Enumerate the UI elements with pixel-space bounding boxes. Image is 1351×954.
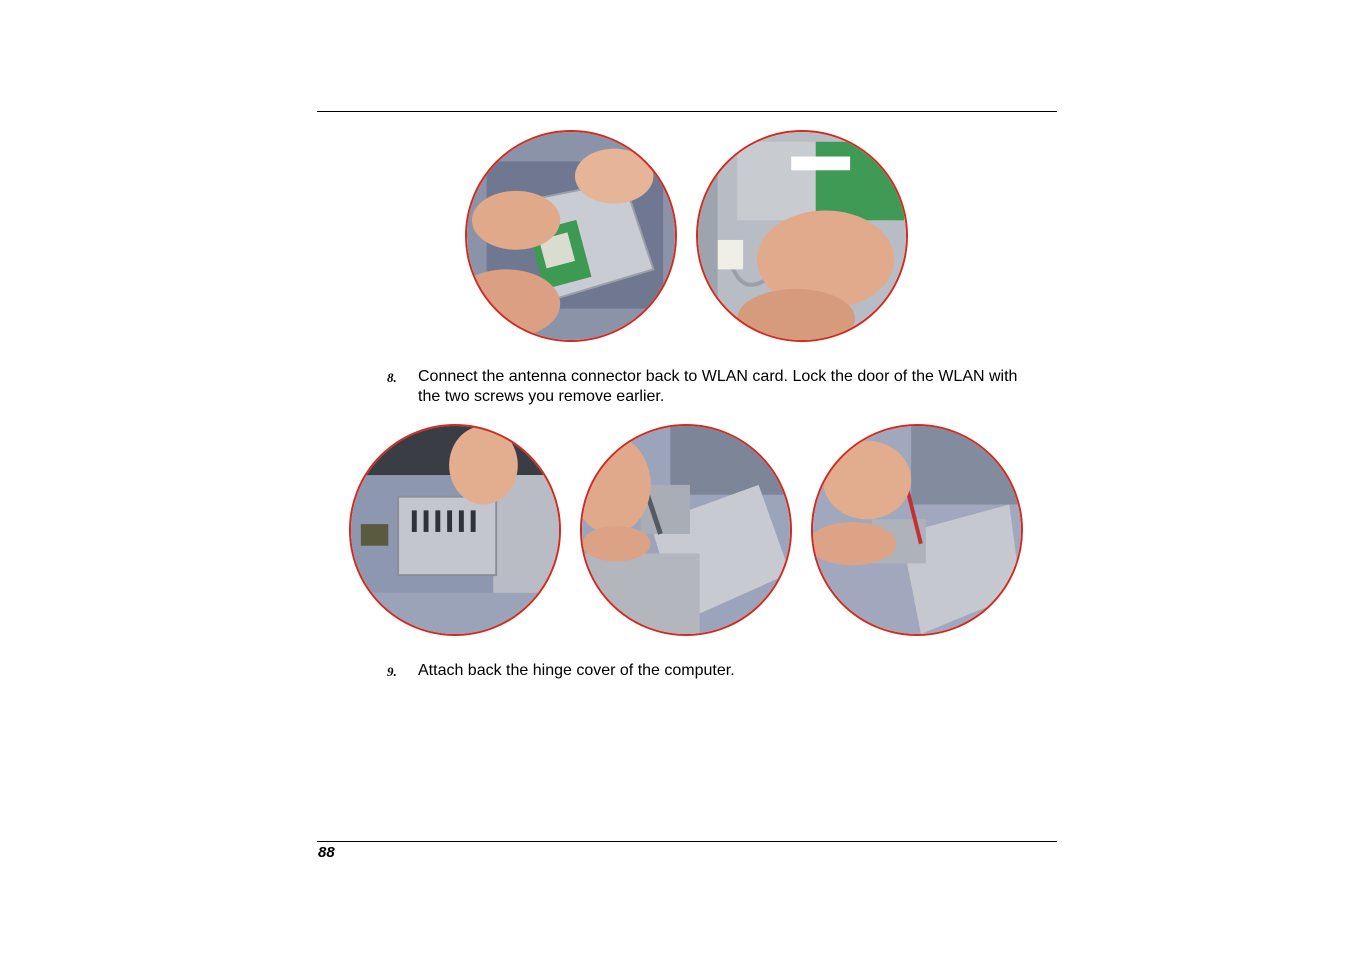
photo-connect-antenna [696, 130, 908, 342]
step-9-number: 9. [387, 664, 397, 679]
photo-screw-wlan-door-2 [811, 424, 1023, 636]
photo-insert-wlan-card [465, 130, 677, 342]
footer-rule [317, 841, 1057, 842]
photo-screw-wlan-door-1 [580, 424, 792, 636]
step-9-text: Attach back the hinge cover of the computer. [418, 662, 735, 679]
step-8-text: Connect the antenna connector back to WLAN card. Lock the door of the WLAN with the two screws you remove earlier. [418, 368, 1018, 405]
step-8-number: 8. [387, 370, 397, 385]
photo-place-wlan-door [349, 424, 561, 636]
header-rule [317, 111, 1057, 112]
page-number: 88 [318, 844, 335, 861]
